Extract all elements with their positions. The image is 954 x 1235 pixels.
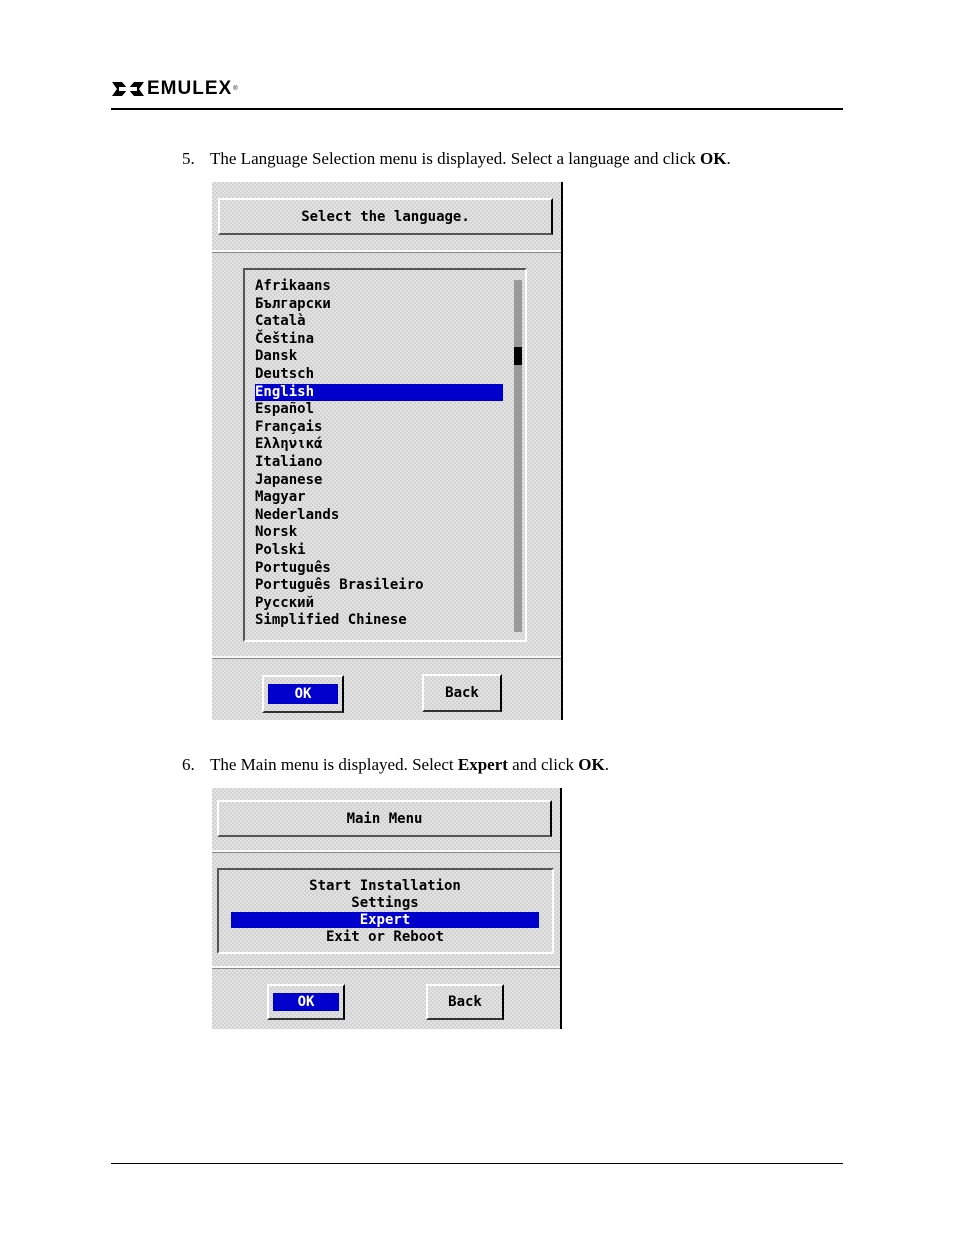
language-option[interactable]: Български [255, 295, 331, 312]
dialog-edge [560, 788, 562, 1029]
language-ok-button[interactable] [262, 675, 344, 713]
step-number: 6. [182, 755, 195, 774]
language-option[interactable]: Ελληνικά [255, 436, 323, 453]
language-option[interactable]: Español [255, 401, 315, 418]
ok-button-label: OK [273, 993, 339, 1011]
footer-rule [111, 1163, 843, 1164]
main-menu-option[interactable]: Expert [231, 912, 539, 928]
language-option[interactable]: Italiano [255, 454, 323, 470]
language-option[interactable]: English [255, 384, 503, 402]
language-option[interactable]: Dansk [255, 348, 298, 365]
language-option[interactable]: Русский [255, 594, 315, 611]
page-header [111, 78, 843, 110]
panel-separator [212, 850, 560, 853]
language-option[interactable]: Nederlands [255, 506, 340, 523]
language-option[interactable]: Français [255, 418, 323, 435]
step-text-middle: and click [507, 755, 579, 774]
language-option[interactable]: Català [255, 313, 306, 330]
main-menu-title: Main Menu [346, 810, 423, 827]
language-scrollbar[interactable] [514, 280, 522, 632]
step-text: The Language Selection menu is displayed. Select a language and click [210, 149, 700, 168]
dialog-edge [561, 182, 563, 720]
panel-separator [212, 966, 560, 969]
main-menu-option[interactable]: Exit or Reboot [325, 929, 444, 945]
step-5-instruction [182, 149, 731, 169]
language-option[interactable]: Português [255, 559, 331, 576]
language-option[interactable]: Afrikaans [255, 278, 331, 294]
step-bold-expert: Expert [457, 755, 508, 774]
back-button-label: Back [445, 685, 479, 701]
emulex-logo-icon [111, 80, 145, 98]
main-menu-list[interactable] [217, 868, 554, 954]
main-menu-option[interactable]: Settings [351, 895, 419, 911]
language-option[interactable]: Deutsch [255, 366, 315, 382]
language-back-button[interactable] [422, 674, 502, 712]
step-text-end: . [604, 755, 609, 774]
language-list[interactable] [243, 268, 527, 642]
language-option[interactable]: Japanese [255, 471, 323, 488]
language-option[interactable]: Polski [255, 542, 306, 558]
logo-text: EMULEX [147, 78, 233, 99]
logo-trademark: ® [233, 86, 238, 92]
step-number: 5. [182, 149, 195, 168]
step-bold-ok: OK [578, 755, 605, 774]
language-option[interactable]: Čeština [255, 330, 315, 347]
emulex-logo [111, 80, 238, 98]
main-menu-ok-button[interactable] [267, 984, 345, 1020]
language-option[interactable]: Magyar [255, 489, 306, 506]
step-6-instruction [182, 755, 609, 775]
language-option[interactable]: Norsk [255, 524, 298, 541]
back-button-label: Back [448, 994, 482, 1010]
ok-button-label: OK [268, 684, 338, 704]
step-text: The Main menu is displayed. Select [210, 755, 458, 774]
main-menu-title-box [217, 800, 552, 837]
step-text-end: . [726, 149, 731, 168]
language-selection-dialog [212, 182, 563, 720]
main-menu-back-button[interactable] [426, 984, 504, 1020]
language-title: Select the language. [301, 208, 470, 225]
language-title-box [218, 198, 553, 235]
panel-separator [212, 656, 561, 659]
main-menu-option[interactable]: Start Installation [309, 878, 461, 894]
language-option[interactable]: Simplified Chinese [255, 612, 407, 629]
language-option[interactable]: Português Brasileiro [255, 577, 424, 594]
main-menu-dialog [212, 788, 562, 1029]
step-bold-ok: OK [700, 149, 727, 168]
panel-separator [212, 250, 561, 253]
scrollbar-thumb[interactable] [514, 347, 522, 365]
